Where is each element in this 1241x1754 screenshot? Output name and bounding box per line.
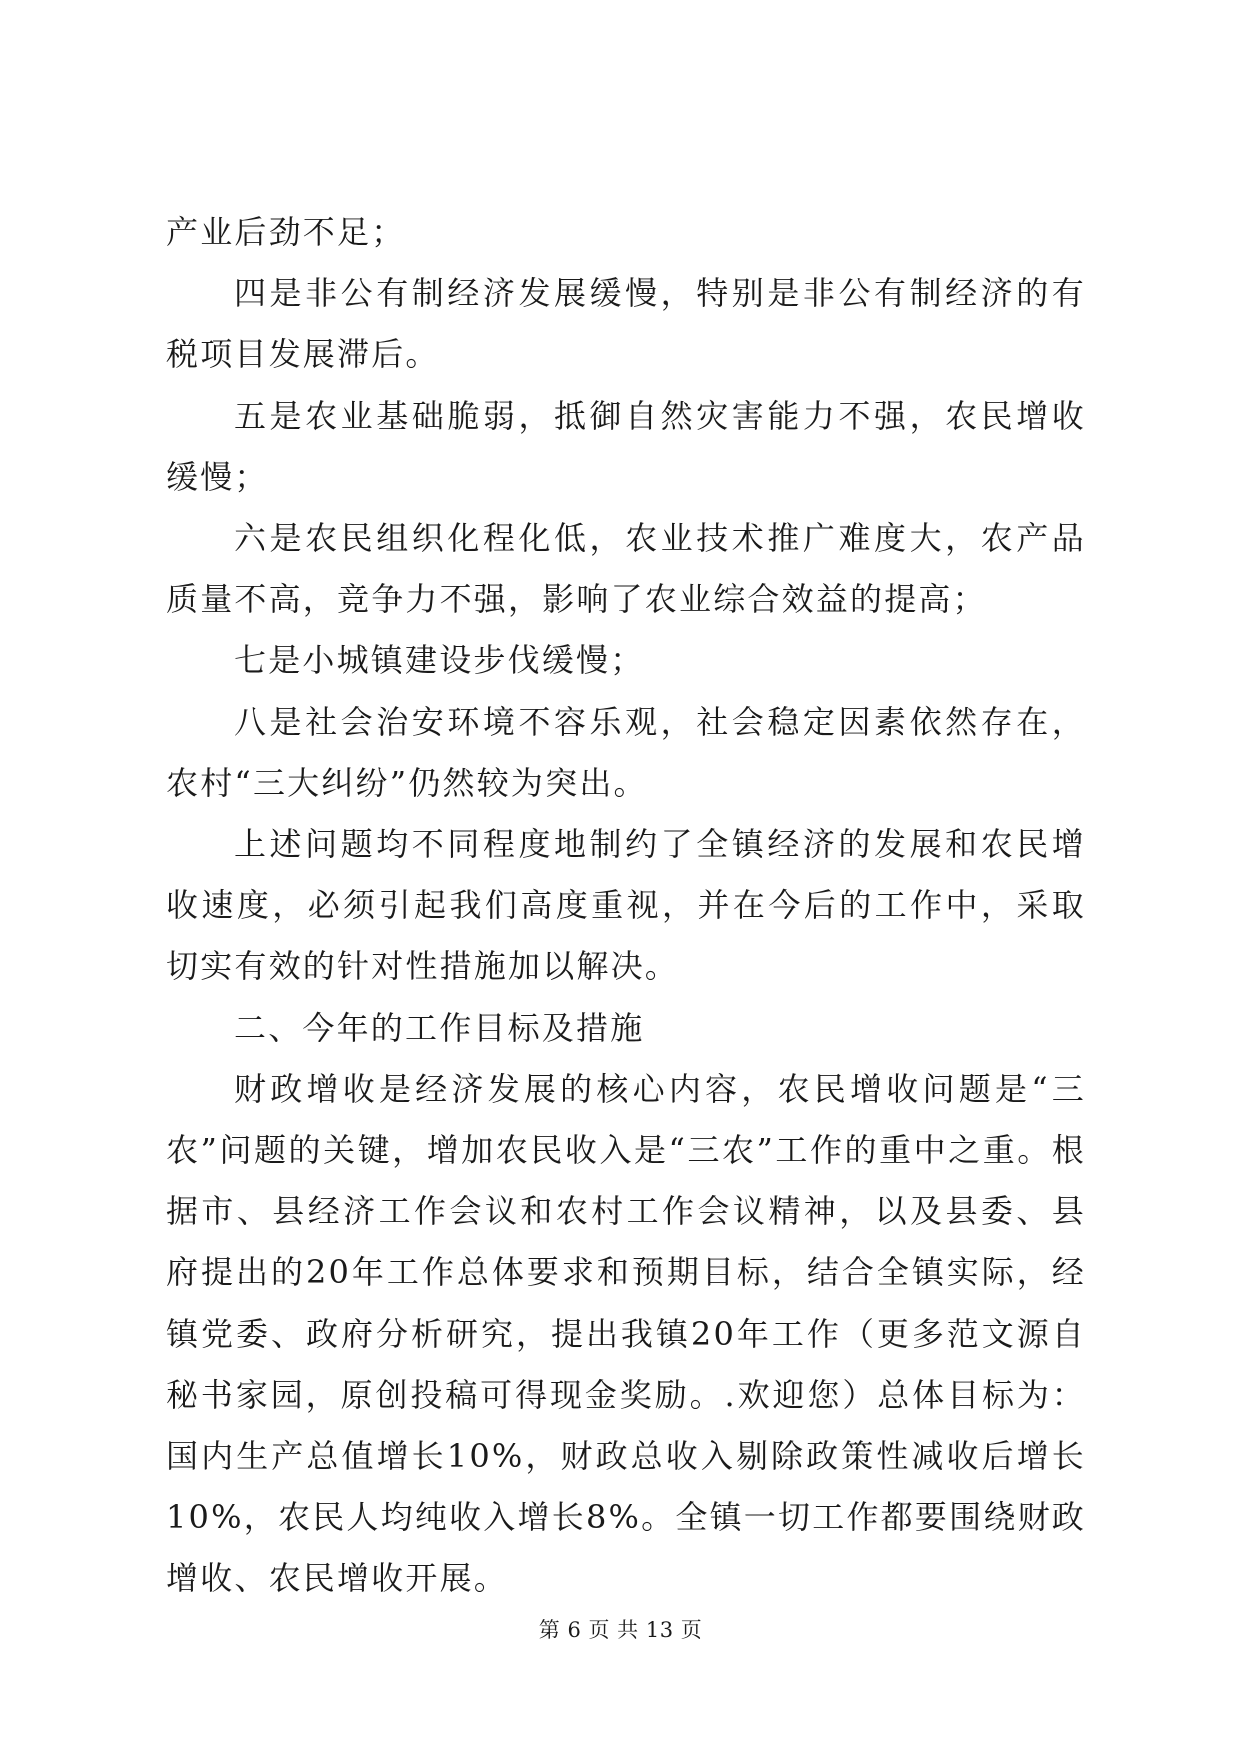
- paragraph-4: 六是农民组织化程化低，农业技术推广难度大，农产品质量不高，竞争力不强，影响了农业综合效益的提高；: [166, 519, 1086, 619]
- paragraph-1: 产业后劲不足；: [166, 213, 406, 251]
- paragraph-7: 上述问题均不同程度地制约了全镇经济的发展和农民增收速度，必须引起我们高度重视，并在今后的工作中，采取切实有效的针对性措施加以解决。: [166, 825, 1086, 986]
- section-heading: 二、今年的工作目标及措施: [234, 1008, 645, 1047]
- paragraph-3: 五是农业基础脆弱，抵御自然灾害能力不强，农民增收缓慢；: [166, 396, 1086, 496]
- paragraph-5: 七是小城镇建设步伐缓慢；: [234, 641, 645, 680]
- paragraph-8: 财政增收是经济发展的核心内容，农民增收问题是“三农”问题的关键，增加农民收入是“三农”工作的重中之重。根据市、县经济工作会议和农村工作会议精神，以及县委、县府提出的20年工作总体要求和预期目标，结合全镇实际，经镇党委、政府分析研究，提出我镇20年工作（更多范文源自秘书家园，原创投稿可得现金奖励。.欢迎您）总体目标为：国内生产总值增长10%，财政总收入剔除政策性减收后增长10%，农民人均纯收入增长8%。全镇一切工作都要围绕财政增收、农民增收开展。: [166, 1069, 1086, 1598]
- document-body: [166, 202, 1086, 1610]
- page-footer: 第 6 页 共 13 页: [538, 1618, 703, 1642]
- paragraph-6: 八是社会治安环境不容乐观，社会稳定因素依然存在，农村“三大纠纷”仍然较为突出。: [166, 702, 1086, 802]
- paragraph-2: 四是非公有制经济发展缓慢，特别是非公有制经济的有税项目发展滞后。: [166, 274, 1086, 374]
